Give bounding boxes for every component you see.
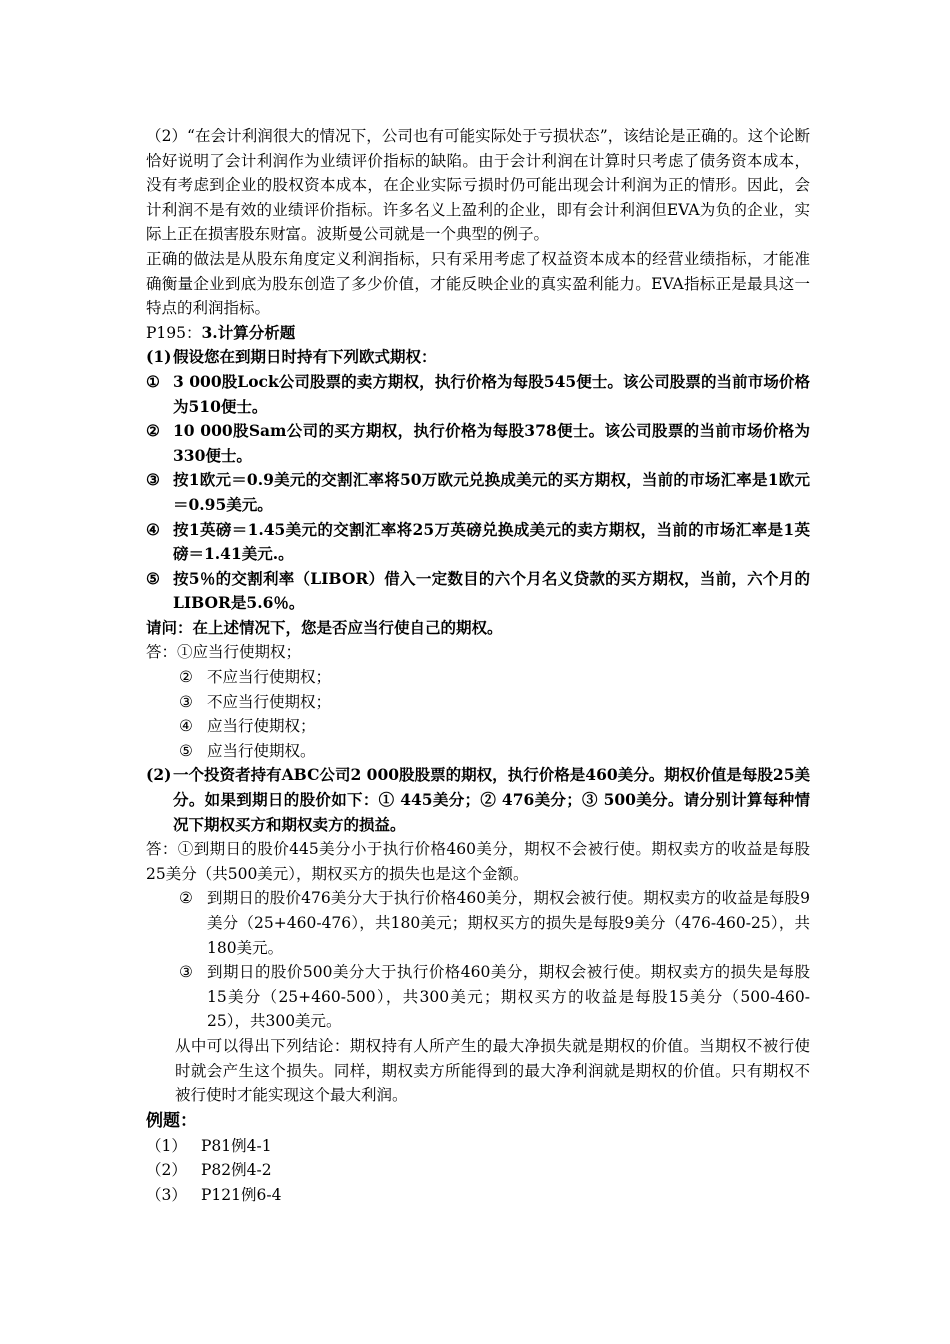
option-item [146,567,810,616]
example-number: （3） [146,1185,187,1204]
example-text: P121例6-4 [201,1185,282,1204]
answer-item [146,714,810,739]
answer-text: 应当行使期权； [207,717,316,736]
example-number: （1） [146,1136,187,1155]
answer-text: 到期日的股价476美分大于执行价格460美分，期权会被行使。期权卖方的收益是每股9美分（25+460-476），共180美元；期权买方的损失是每股9美分（476-460-25），共180美元。 [207,889,810,957]
item-text: 按1英磅＝1.45美元的交割汇率将25万英磅兑换成美元的卖方期权，当前的市场汇率是1英磅＝1.41美元.。 [173,519,810,564]
answer-number: ② [179,889,193,908]
question-text: 假设您在到期日时持有下列欧式期权： [173,347,437,367]
example-text: P82例4-2 [201,1161,272,1180]
answer-item [146,886,810,960]
item-text: 按1欧元＝0.9美元的交割汇率将50万欧元兑换成美元的买方期权，当前的市场汇率是1欧元＝0.95美元。 [173,470,810,514]
section-heading [146,321,810,346]
example-item [146,1134,810,1159]
example-text: P81例4-1 [201,1136,272,1155]
item-number: ① [146,371,160,391]
paragraph-correct-approach: 正确的做法是从股东角度定义利润指标，只有采用考虑了权益资本成本的经营业绩指标，才能准确衡量企业到底为股东创造了多少价值，才能反映企业的真实盈利能力。EVA指标正是最具这一特点的利润指标。 [146,249,810,318]
answer-text: 不应当行使期权； [207,668,332,687]
answer-item [146,665,810,690]
section-prefix: P195： [146,323,202,342]
question-1 [146,345,810,370]
answer-number: ③ [179,963,193,982]
conclusion: 从中可以得出下列结论：期权持有人所产生的最大净损失就是期权的价值。当期权不被行使时就会产生这个损失。同样，期权卖方所能得到的最大净利润就是期权的价值。只有期权不被行使时才能实现这个最大利润。 [175,1036,810,1105]
question-prompt: 请问：在上述情况下，您是否应当行使自己的期权。 [146,617,503,637]
example-number: （2） [146,1161,187,1180]
answer-first: 答：①到期日的股价445美分小于执行价格460美分，期权不会被行使。期权卖方的收益是每股25美分（共500美元），期权买方的损失也是这个金额。 [146,840,810,883]
answer-number: ④ [179,717,193,736]
answer-number: ③ [179,692,193,711]
answer-number: ② [179,668,193,687]
answer-text: 应当行使期权。 [207,741,316,760]
item-text: 按5％的交割利率（LIBOR）借入一定数目的六个月名义贷款的买方期权，当前，六个月的LIBOR是5.6％。 [173,568,810,613]
option-item [146,419,810,468]
item-text: 10 000股Sam公司的买方期权，执行价格为每股378便士。该公司股票的当前市场价格为330便士。 [173,421,810,465]
section-title: 3.计算分析题 [201,322,296,342]
example-item [146,1158,810,1183]
question-2 [146,763,810,837]
example-item [146,1183,810,1208]
option-item [146,518,810,567]
question-number: (2) [146,765,172,785]
paragraph-accounting-profit: （2）“在会计利润很大的情况下，公司也有可能实际处于亏损状态”，该结论是正确的。这个论断恰好说明了会计利润作为业绩评价指标的缺陷。由于会计利润在计算时只考虑了债务资本成本，没有考虑到企业的股权资本成本，在企业实际亏损时仍可能出现会计利润为正的情形。因此，会计利润不是有效的业绩评价指标。许多名义上盈利的企业，即有会计利润但EVA为负的企业，实际上正在损害股东财富。波斯曼公司就是一个典型的例子。 [146,127,810,244]
answer-item [146,960,810,1034]
option-item [146,370,810,419]
answer-first: 答：①应当行使期权； [146,643,302,662]
item-text: 3 000股Lock公司股票的卖方期权，执行价格为每股545便士。该公司股票的当前市场价格为510便士。 [173,371,810,416]
item-number: ④ [146,519,160,539]
answer-item [146,690,810,715]
answer-number: ⑤ [179,741,193,760]
item-number: ③ [146,470,160,490]
item-number: ② [146,421,160,441]
answer-item [146,739,810,764]
answer-text: 到期日的股价500美分大于执行价格460美分，期权会被行使。期权卖方的损失是每股15美分（25+460-500），共300美元；期权买方的收益是每股15美分（500-460-25），共300美元。 [207,963,810,1031]
answer-text: 不应当行使期权； [207,692,332,711]
question-number: (1) [146,347,172,367]
item-number: ⑤ [146,568,160,588]
document-page [146,124,810,1208]
examples-heading: 例题： [146,1110,197,1131]
question-text: 一个投资者持有ABC公司2 000股股票的期权，执行价格是460美分。期权价值是每股25美分。如果到期日的股价如下：① 445美分；② 476美分；③ 500美分。请分别计算每种情况下期权买方和期权卖方的损益。 [173,765,810,834]
option-item [146,468,810,517]
